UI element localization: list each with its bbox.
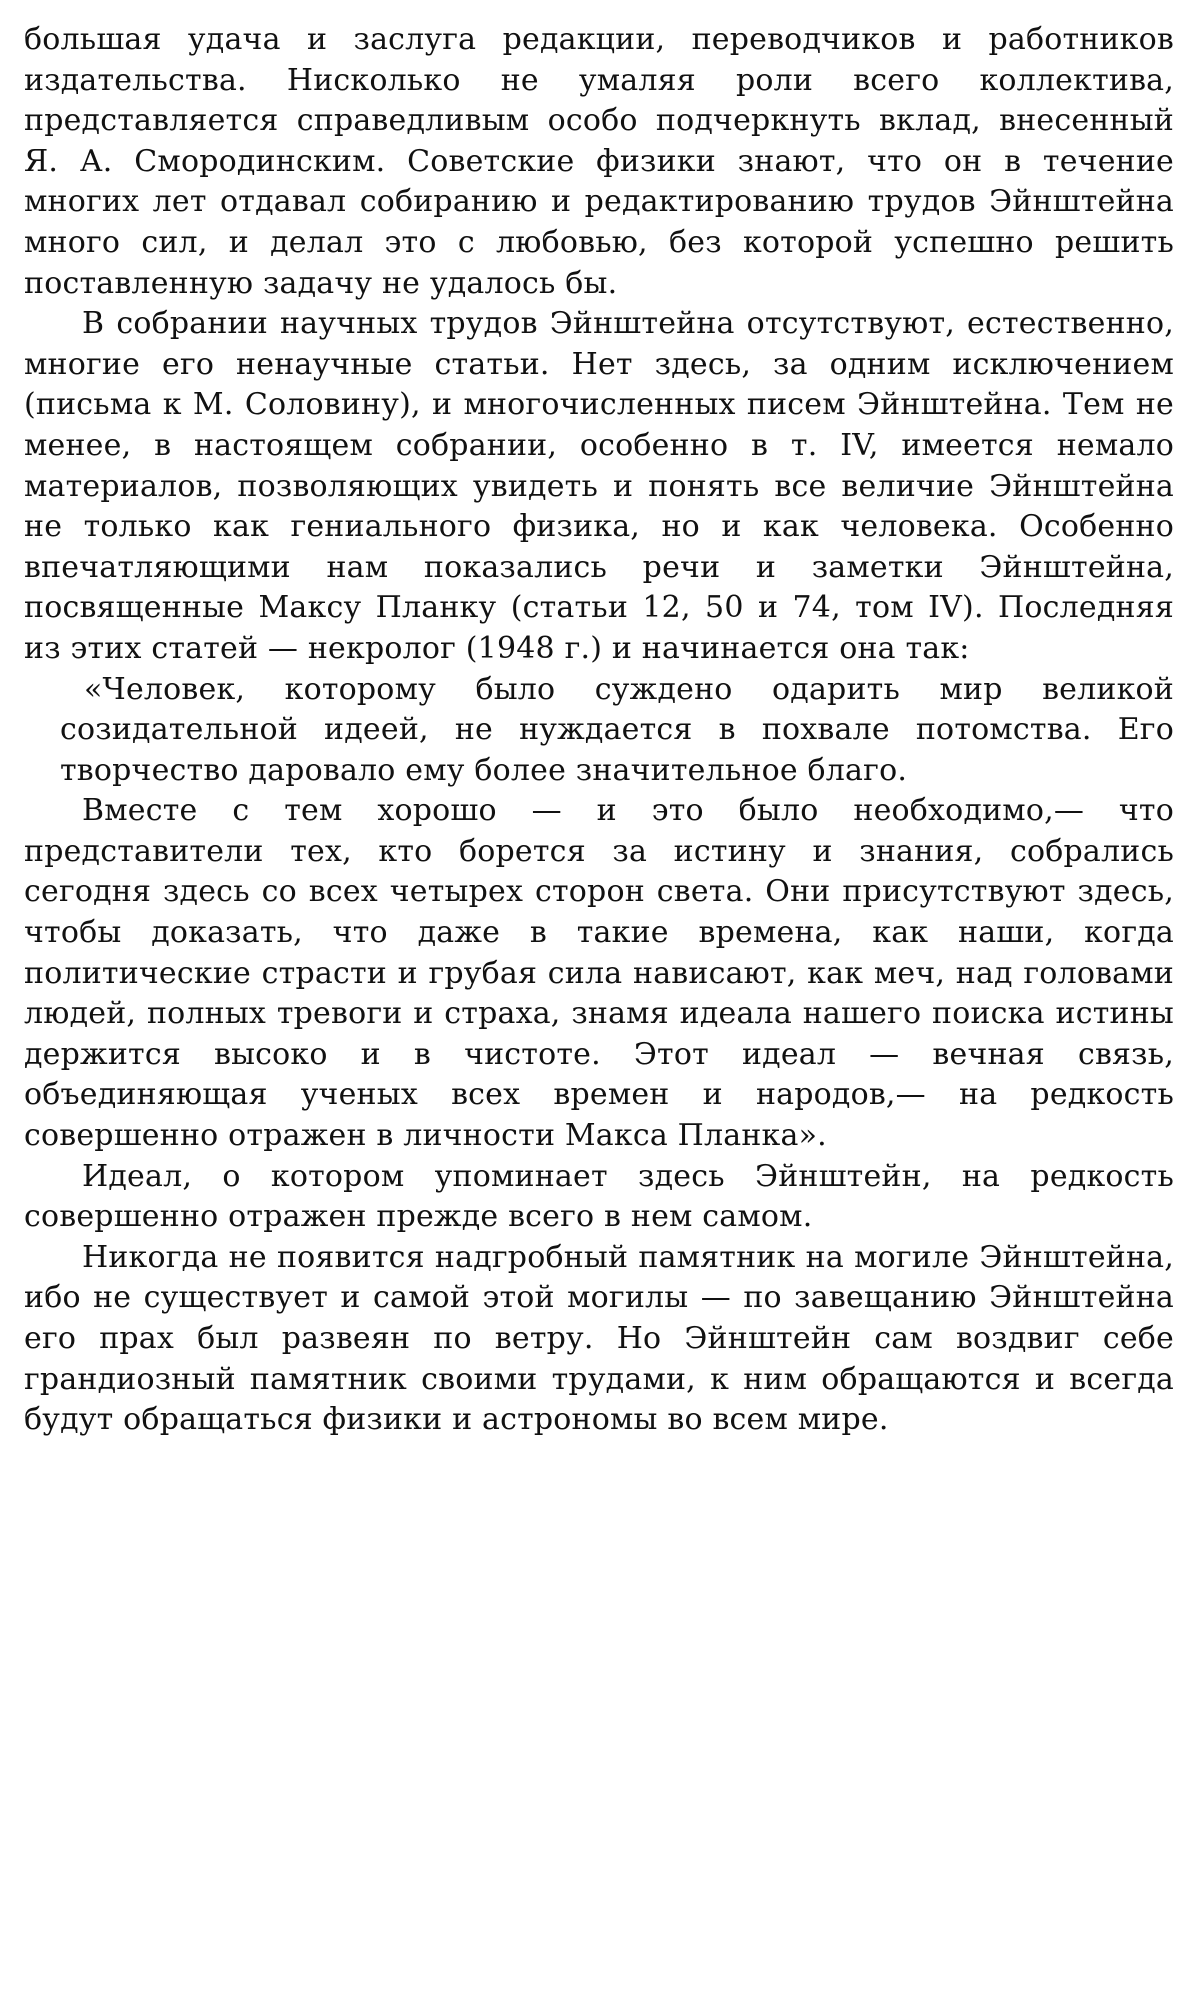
quote-paragraph-1: «Человек, которому было суждено одарить мир великой созидательной идеей, не нуждается в похвале потомства. Его творчество даровало ему более значительное благо. [60,671,1174,788]
paragraph-monument: Никогда не появится надгробный памятник на могиле Эйнштейна, ибо не существует и самой этой могилы — по завещанию Эйнштейна его прах был развеян по ветру. Но Эйнштейн сам воздвиг себе грандиозный памятник своими трудами, к ним обращаются и всегда будут обращаться физики и астрономы во всем мире. [24,1239,1174,1438]
paragraph-collection-contents: В собрании научных трудов Эйнштейна отсутствуют, естественно, многие его ненаучные статьи. Нет здесь, за одним исключением (письма к М. Соловину), и многочисленных писем Эйнштейна. Тем не менее, в настоящем собрании, особенно в т. IV, имеется немало материалов, позволяющих увидеть и понять все величие Эйнштейна не только как гениального физика, но и как человека. Особенно впечатляющими нам показались речи и заметки Эйнштейна, посвященные Максу Планку (статьи 12, 50 и 74, том IV). Последняя из этих статей — некролог (1948 г.) и начинается она так: [24,306,1174,666]
paragraph-editors-credit: большая удача и заслуга редакции, переводчиков и работников издательства. Нисколько не умаляя роли всего коллектива, представляется справедливым особо подчеркнуть вклад, внесенный Я. А. Смородинским. Советские физики знают, что он в течение многих лет отдавал собиранию и редактированию трудов Эйнштейна много сил, и делал это с любовью, без которой успешно решить поставленную задачу не удалось бы. [24,22,1174,301]
paragraph-ideal: Идеал, о котором упоминает здесь Эйнштейн, на редкость совершенно отражен прежде всего в нем самом. [24,1158,1174,1235]
page-text [24,20,1174,1441]
planck-obituary-quote [24,670,1174,1157]
quote-paragraph-2: Вместе с тем хорошо — и это было необходимо,— что представители тех, кто борется за истину и знания, собрались сегодня здесь со всех четырех сторон света. Они присутствуют здесь, чтобы доказать, что даже в такие времена, как наши, когда политические страсти и грубая сила нависают, как меч, над головами людей, полных тревоги и страха, знамя идеала нашего поиска истины держится высоко и в чистоте. Этот идеал — вечная связь, объединяющая ученых всех времен и народов,— на редкость совершенно отражен в личности Макса Планка». [24,793,1174,1154]
